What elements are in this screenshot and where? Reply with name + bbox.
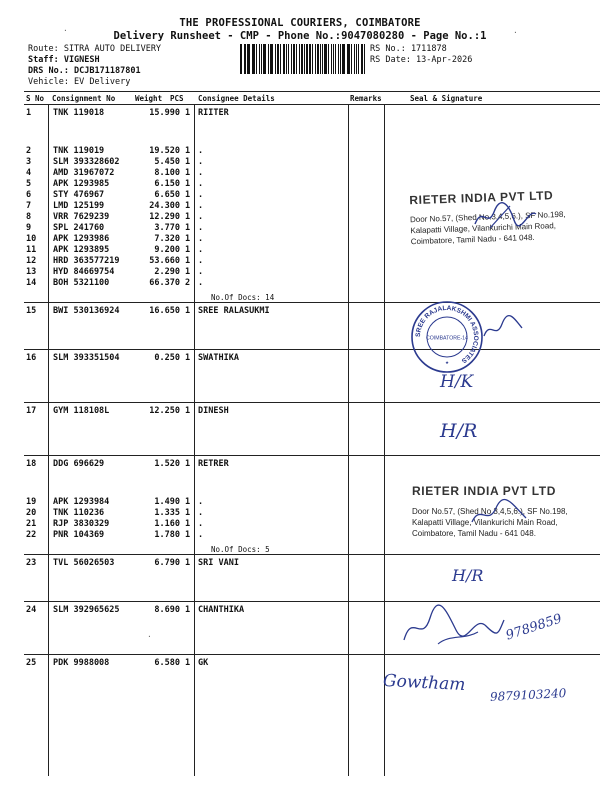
barcode-bar: [338, 44, 339, 74]
row-weight: 9.200: [154, 245, 180, 255]
barcode-bar: [275, 44, 276, 74]
row-pcs: 1: [185, 223, 191, 233]
row-pcs: 1: [185, 558, 191, 568]
row-sno: 23: [26, 558, 37, 568]
row-consignee: .: [198, 234, 204, 244]
row-sno: 16: [26, 353, 37, 363]
row-consignee: .: [198, 530, 204, 540]
row-weight: 6.150: [154, 179, 180, 189]
row-weight: 8.690: [154, 605, 180, 615]
row-consignee: .: [198, 223, 204, 233]
barcode-bar: [322, 44, 323, 74]
header-bottom-rule: [24, 104, 600, 105]
col-sno: S No: [26, 94, 45, 103]
barcode-bar: [263, 44, 265, 74]
barcode-bar: [328, 44, 330, 74]
docs-note-2: No.Of Docs: 5: [211, 545, 270, 554]
signature-scribble-3: [468, 498, 532, 528]
barcode-bar: [293, 44, 295, 74]
speck: ·: [147, 632, 152, 641]
row-weight: 12.250: [149, 406, 180, 416]
handwriting-hk: H/K: [440, 372, 474, 392]
row-consignment-no: APK 1293986: [53, 234, 110, 244]
row-weight: 6.650: [154, 190, 180, 200]
row-consignment-no: BOH 5321100: [53, 278, 110, 288]
row-consignment-no: DDG 696629: [53, 459, 105, 469]
row-consignment-no: APK 1293984: [53, 497, 110, 507]
barcode-bar: [261, 44, 263, 74]
barcode-bar: [358, 44, 359, 74]
col-pcs: PCS: [170, 94, 184, 103]
barcode-bar: [253, 44, 255, 74]
col-remarks: Remarks: [350, 94, 382, 103]
row-consignment-no: TNK 110236: [53, 508, 105, 518]
barcode-bar: [244, 44, 245, 74]
vline-1: [48, 104, 49, 776]
row-weight: 3.770: [154, 223, 180, 233]
row-consignment-no: AMD 31967072: [53, 168, 115, 178]
row-sno: 12: [26, 256, 37, 266]
barcode-bar: [291, 44, 292, 74]
row-consignee: GK: [198, 658, 209, 668]
header-top-rule: [24, 91, 600, 92]
row-consignment-no: TNK 119018: [53, 108, 105, 118]
row-consignment-no: GYM 118108L: [53, 406, 110, 416]
row-pcs: 1: [185, 519, 191, 529]
row-consignment-no: TVL 56026503: [53, 558, 115, 568]
row-consignee: .: [198, 179, 204, 189]
route-text: Route: SITRA AUTO DELIVERY: [28, 44, 162, 54]
row-consignment-no: BWI 530136924: [53, 306, 120, 316]
barcode-bar: [283, 44, 285, 74]
row-pcs: 1: [185, 146, 191, 156]
row-sno: 3: [26, 157, 32, 167]
row-sno: 22: [26, 530, 37, 540]
row-pcs: 1: [185, 658, 191, 668]
row-sno: 17: [26, 406, 37, 416]
document-subtitle: Delivery Runsheet - CMP - Phone No.:9047080280 - Page No.:1: [113, 30, 487, 42]
barcode-bar: [354, 44, 355, 74]
row-consignment-no: APK 1293895: [53, 245, 110, 255]
row-consignee: .: [198, 168, 204, 178]
col-consignment: Consignment No: [52, 94, 116, 103]
row-sno: 20: [26, 508, 37, 518]
row-sno: 10: [26, 234, 37, 244]
row-weight: 1.780: [154, 530, 180, 540]
barcode-bar: [240, 44, 242, 74]
speck: ·: [513, 28, 518, 37]
row-sno: 9: [26, 223, 32, 233]
row-weight: 15.990: [149, 108, 180, 118]
row-consignment-no: SLM 393351504: [53, 353, 120, 363]
row-weight: 24.300: [149, 201, 180, 211]
row-sno: 5: [26, 179, 32, 189]
row-sno: 2: [26, 146, 32, 156]
barcode-bar: [252, 44, 253, 74]
handwriting-phone-1: 9879103240: [489, 686, 567, 704]
row-pcs: 1: [185, 190, 191, 200]
row-weight: 6.790: [154, 558, 180, 568]
row-weight: 8.100: [154, 168, 180, 178]
barcode-bar: [335, 44, 337, 74]
row-weight: 1.160: [154, 519, 180, 529]
row-pcs: 1: [185, 508, 191, 518]
row-consignee: .: [198, 508, 204, 518]
row-sno: 18: [26, 459, 37, 469]
group-rule-5: [24, 554, 600, 555]
row-consignment-no: STY 476967: [53, 190, 105, 200]
docs-note-1: No.Of Docs: 14: [211, 293, 275, 302]
seal-inner-text: COIMBATORE-14: [426, 335, 468, 342]
row-pcs: 1: [185, 245, 191, 255]
meta-right: [370, 44, 472, 66]
row-consignee: .: [198, 212, 204, 222]
group-rule-6: [24, 601, 600, 602]
row-consignee: .: [198, 146, 204, 156]
barcode-bar: [288, 44, 289, 74]
row-consignee: DINESH: [198, 406, 229, 416]
meta-left: [28, 44, 161, 88]
stamp-line: Coimbatore, Tamil Nadu - 641 048.: [410, 232, 535, 247]
barcode-bar: [333, 44, 334, 74]
vline-3: [348, 104, 349, 776]
stamp-line: Door No.57, (Shed No.3,4,5,6.), SF No.198,: [409, 209, 566, 225]
row-weight: 7.320: [154, 234, 180, 244]
barcode-bar: [256, 44, 257, 74]
barcode-bar: [271, 44, 273, 74]
row-consignee: .: [198, 245, 204, 255]
row-consignment-no: PDK 9988008: [53, 658, 110, 668]
row-consignee: RETRER: [198, 459, 229, 469]
row-pcs: 1: [185, 406, 191, 416]
row-consignee: .: [198, 519, 204, 529]
barcode-bar: [351, 44, 352, 74]
barcode-bar: [348, 44, 350, 74]
barcode-bar: [306, 44, 308, 74]
handwriting-hr-2: H/R: [452, 566, 484, 585]
barcode-bar: [280, 44, 281, 74]
stamp-title: RIETER INDIA PVT LTD: [412, 484, 556, 498]
row-pcs: 1: [185, 353, 191, 363]
group-rule-1: [24, 302, 600, 303]
row-sno: 24: [26, 605, 37, 615]
row-sno: 1: [26, 108, 32, 118]
barcode-bar: [356, 44, 358, 74]
barcode-bar: [296, 44, 297, 74]
barcode-bar: [299, 44, 300, 74]
row-consignment-no: TNK 119019: [53, 146, 105, 156]
barcode-bar: [286, 44, 288, 74]
barcode-bar: [320, 44, 321, 74]
row-sno: 25: [26, 658, 37, 668]
row-pcs: 1: [185, 234, 191, 244]
row-pcs: 1: [185, 605, 191, 615]
stamp-line: Kalapatti Village, Vilankurichi Main Road,: [412, 518, 558, 527]
row-consignee: .: [198, 201, 204, 211]
col-seal: Seal & Signature: [410, 94, 483, 103]
row-pcs: 1: [185, 179, 191, 189]
row-sno: 15: [26, 306, 37, 316]
barcode-bar: [304, 44, 305, 74]
row-sno: 4: [26, 168, 32, 178]
row-weight: 0.250: [154, 353, 180, 363]
group-rule-7: [24, 654, 600, 655]
row-consignment-no: VRR 7629239: [53, 212, 110, 222]
row-weight: 1.490: [154, 497, 180, 507]
vline-2: [194, 104, 195, 776]
row-weight: 6.580: [154, 658, 180, 668]
row-consignee: .: [198, 157, 204, 167]
row-weight: 1.520: [154, 459, 180, 469]
row-sno: 19: [26, 497, 37, 507]
row-pcs: 1: [185, 108, 191, 118]
row-weight: 5.450: [154, 157, 180, 167]
signature-scribble-4: [398, 604, 508, 650]
col-consignee: Consignee Details: [198, 94, 275, 103]
row-weight: 12.290: [149, 212, 180, 222]
drs-text: DRS No.: DCJB171187801: [28, 66, 141, 76]
barcode-bar: [315, 44, 316, 74]
row-pcs: 1: [185, 459, 191, 469]
row-pcs: 1: [185, 497, 191, 507]
group-rule-4: [24, 455, 600, 456]
barcode-bar: [324, 44, 326, 74]
row-pcs: 1: [185, 267, 191, 277]
barcode-bar: [277, 44, 279, 74]
row-pcs: 1: [185, 530, 191, 540]
row-weight: 16.650: [149, 306, 180, 316]
row-pcs: 1: [185, 201, 191, 211]
row-sno: 14: [26, 278, 37, 288]
barcode-bar: [312, 44, 313, 74]
barcode-bar: [270, 44, 271, 74]
row-sno: 21: [26, 519, 37, 529]
row-sno: 6: [26, 190, 32, 200]
handwriting-name: Gowtham: [382, 670, 466, 696]
barcode-bar: [342, 44, 344, 74]
row-consignee: .: [198, 190, 204, 200]
barcode-bar: [364, 44, 365, 74]
row-pcs: 1: [185, 157, 191, 167]
vehicle-text: Vehicle: EV Delivery: [28, 77, 131, 87]
row-consignee: .: [198, 497, 204, 507]
row-consignee: SRI VANI: [198, 558, 239, 568]
row-weight: 19.520: [149, 146, 180, 156]
row-consignee: RIITER: [198, 108, 229, 118]
row-pcs: 1: [185, 212, 191, 222]
row-consignee: .: [198, 267, 204, 277]
barcode-bar: [340, 44, 341, 74]
barcode-bar: [301, 44, 303, 74]
seal-star-icon: ★: [445, 359, 449, 366]
row-weight: 66.370: [149, 278, 180, 288]
row-pcs: 1: [185, 306, 191, 316]
signature-scribble-1: [470, 198, 540, 234]
staff-text: Staff: VIGNESH: [28, 55, 100, 65]
col-weight: Weight: [135, 94, 163, 103]
stamp-line: Coimbatore, Tamil Nadu - 641 048.: [412, 529, 536, 538]
row-consignee: SREE RALASUKMI: [198, 306, 270, 316]
signature-scribble-2: [480, 314, 526, 344]
row-consignee: .: [198, 278, 204, 288]
row-consignment-no: PNR 104369: [53, 530, 105, 540]
stamp-title: RIETER INDIA PVT LTD: [409, 188, 554, 208]
row-sno: 13: [26, 267, 37, 277]
barcode: [240, 44, 366, 74]
barcode-bar: [347, 44, 348, 74]
row-consignment-no: RJP 3830329: [53, 519, 110, 529]
group-rule-2: [24, 349, 600, 350]
row-consignee: SWATHIKA: [198, 353, 239, 363]
row-pcs: 1: [185, 168, 191, 178]
row-consignment-no: HRD 363577219: [53, 256, 120, 266]
document-title: THE PROFESSIONAL COURIERS, COIMBATORE: [179, 17, 421, 29]
barcode-bar: [331, 44, 332, 74]
barcode-bar: [245, 44, 246, 74]
row-pcs: 2: [185, 278, 191, 288]
rs-date-text: RS Date: 13-Apr-2026: [370, 55, 473, 65]
row-consignment-no: SLM 393328602: [53, 157, 120, 167]
handwriting-hr-1: H/R: [440, 420, 478, 442]
speck: ·: [63, 26, 68, 35]
row-sno: 11: [26, 245, 37, 255]
row-consignment-no: APK 1293985: [53, 179, 110, 189]
row-consignment-no: LMD 125199: [53, 201, 105, 211]
stamp-line: Door No.57, (Shed No.3,4,5,6.), SF No.198,: [412, 507, 568, 516]
seal-outer-text: SREE RAJALAKSHMI ASSOCIATES: [414, 304, 480, 365]
row-consignee: .: [198, 256, 204, 266]
row-pcs: 1: [185, 256, 191, 266]
row-weight: 1.335: [154, 508, 180, 518]
row-weight: 2.290: [154, 267, 180, 277]
barcode-bar: [247, 44, 249, 74]
handwriting-phone-2: 9789859: [504, 611, 564, 644]
barcode-bar: [309, 44, 311, 74]
barcode-bar: [317, 44, 319, 74]
row-sno: 7: [26, 201, 32, 211]
row-consignee: CHANTHIKA: [198, 605, 245, 615]
row-consignment-no: HYD 84669754: [53, 267, 115, 277]
barcode-bar: [361, 44, 363, 74]
row-consignment-no: SPL 241760: [53, 223, 105, 233]
row-weight: 53.660: [149, 256, 180, 266]
round-seal: [410, 300, 484, 374]
stamp-line: Kalapatti Village, Vilankurichi Main Road,: [410, 221, 557, 236]
row-sno: 8: [26, 212, 32, 222]
barcode-bar: [268, 44, 269, 74]
group-rule-3: [24, 402, 600, 403]
barcode-bar: [259, 44, 260, 74]
rs-no-text: RS No.: 1711878: [370, 44, 447, 54]
row-consignment-no: SLM 392965625: [53, 605, 120, 615]
